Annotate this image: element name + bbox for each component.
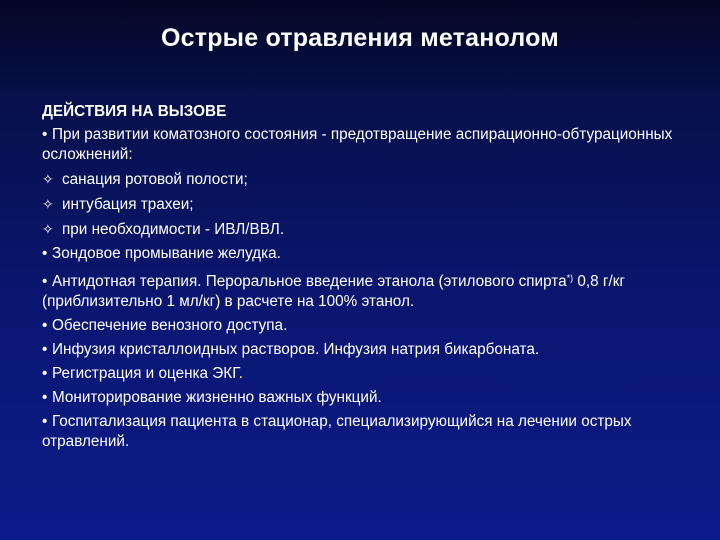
list-item-text: Антидотная терапия. Пероральное введение этанола (этилового спирта bbox=[52, 273, 567, 290]
section-heading: ДЕЙСТВИЯ НА ВЫЗОВЕ bbox=[42, 103, 227, 120]
sub-list-item-text: при необходимости - ИВЛ/ВВЛ. bbox=[62, 221, 285, 238]
list-item bbox=[42, 125, 692, 165]
footnote-marker: *) bbox=[566, 273, 574, 283]
list-item bbox=[42, 412, 692, 452]
bullet-icon: • bbox=[42, 126, 48, 143]
list-item bbox=[42, 388, 692, 408]
sub-list-item bbox=[42, 194, 692, 215]
list-item bbox=[42, 364, 692, 384]
list-item-text: Регистрация и оценка ЭКГ. bbox=[52, 365, 243, 382]
sub-list-item-text: интубация трахеи; bbox=[62, 196, 194, 213]
list-item bbox=[42, 340, 692, 360]
bullet-icon: • bbox=[42, 365, 48, 382]
list-item-text: При развитии коматозного состояния - предотвращение аспирационно-обтурационных осложнений: bbox=[42, 126, 673, 163]
bullet-icon: • bbox=[42, 389, 48, 406]
bullet-icon: • bbox=[42, 413, 48, 430]
list-item bbox=[42, 316, 692, 336]
star-icon: ✧ bbox=[42, 196, 54, 212]
sub-list-item bbox=[42, 169, 692, 190]
slide-content bbox=[42, 102, 692, 456]
list-item bbox=[42, 244, 692, 264]
bullet-icon: • bbox=[42, 245, 48, 262]
bullet-icon: • bbox=[42, 273, 48, 290]
sub-list-item bbox=[42, 219, 692, 240]
list-item-text: Зондовое промывание желудка. bbox=[52, 245, 281, 262]
sub-list-item-text: санация ротовой полости; bbox=[62, 171, 248, 188]
list-item-text: Мониторирование жизненно важных функций. bbox=[52, 389, 382, 406]
list-item-text: Инфузия кристаллоидных растворов. Инфузия натрия бикарбоната. bbox=[52, 341, 540, 358]
slide-title: Острые отравления метанолом bbox=[161, 24, 559, 52]
star-icon: ✧ bbox=[42, 221, 54, 237]
list-item-text: Госпитализация пациента в стационар, специализирующийся на лечении острых отравлений. bbox=[42, 413, 632, 450]
list-item-text-continued: 0,8 г/кг (приблизительно 1 мл/кг) в расчете на 100% этанол. bbox=[42, 273, 625, 310]
bullet-icon: • bbox=[42, 317, 48, 334]
list-item bbox=[42, 268, 692, 312]
list-item-text: Обеспечение венозного доступа. bbox=[52, 317, 288, 334]
bullet-icon: • bbox=[42, 341, 48, 358]
star-icon: ✧ bbox=[42, 171, 54, 187]
